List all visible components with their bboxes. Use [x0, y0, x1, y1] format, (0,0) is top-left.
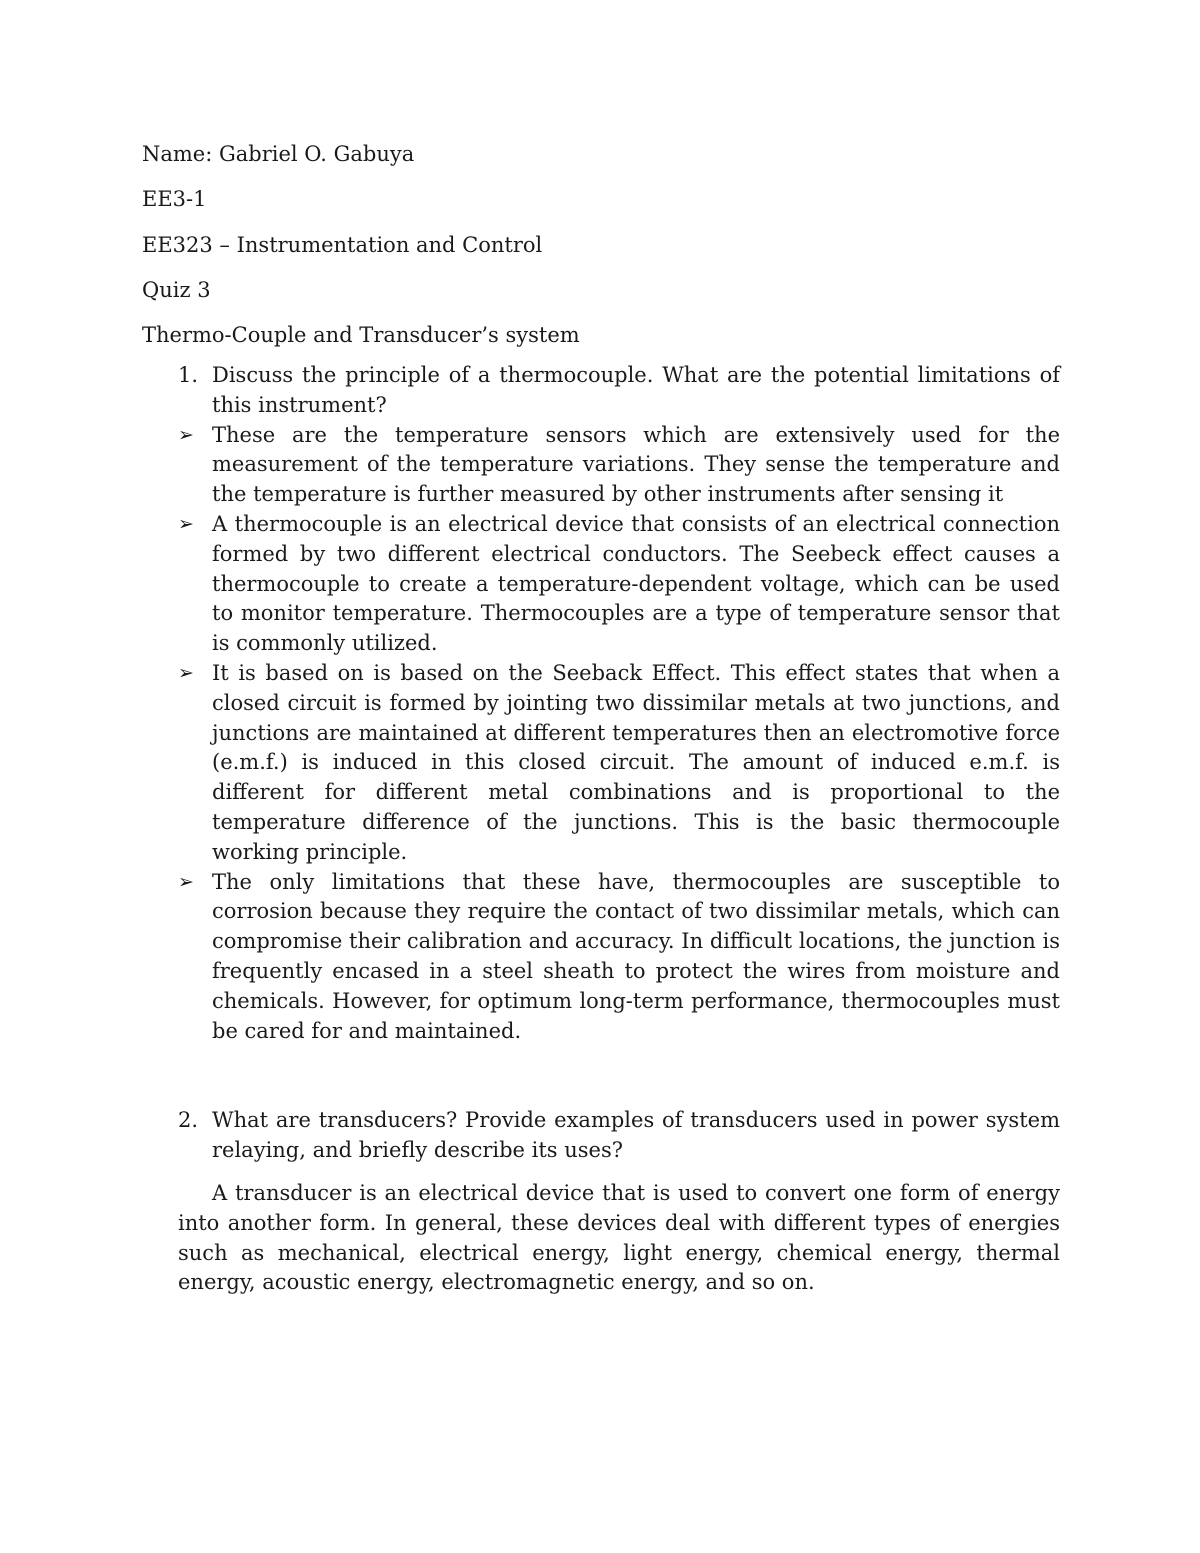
spacer	[142, 1046, 1060, 1106]
course-title: EE323 – Instrumentation and Control	[142, 232, 543, 257]
question-2-text: What are transducers? Provide examples of transducers used in power system relaying, and briefly describe its uses?	[212, 1108, 1060, 1163]
question-1	[142, 361, 1060, 421]
arrow-bullet-icon: ➢	[178, 512, 194, 535]
arrow-bullet-icon: ➢	[178, 423, 194, 446]
question-1-text: Discuss the principle of a thermocouple. What are the potential limitations of this instrument?	[212, 362, 1060, 417]
bullet-text: It is based on is based on the Seeback Effect. This effect states that when a closed circuit is formed by jointing two dissimilar metals at two junctions, and junctions are maintained at different temperatures then an electromotive force (e.m.f.) is induced in this closed circuit. The amount of induced e.m.f. is different for different metal combinations and is proportional to the temperature difference of the junctions. This is the basic thermocouple working principle.	[212, 660, 1060, 864]
bullet-text: A thermocouple is an electrical device that consists of an electrical connection formed by two different electrical conductors. The Seebeck effect causes a thermocouple to create a temperature-dependent voltage, which can be used to monitor temperature. Thermocouples are a type of temperature sensor that is commonly utilized.	[212, 511, 1060, 656]
bullet-item	[142, 868, 1060, 1047]
question-2-number: 2.	[178, 1108, 199, 1133]
bullet-item	[142, 659, 1060, 868]
arrow-bullet-icon: ➢	[178, 661, 194, 684]
quiz-label: Quiz 3	[142, 277, 211, 302]
student-name: Name: Gabriel O. Gabuya	[142, 142, 415, 166]
section-code: EE3-1	[142, 187, 207, 212]
bullet-text: The only limitations that these have, thermocouples are susceptible to corrosion because they require the contact of two dissimilar metals, which can compromise their calibration and accuracy. In difficult locations, the junction is frequently encased in a steel sheath to protect the wires from moisture and chemicals. However, for optimum long-term performance, thermocouples must be cared for and maintained.	[212, 869, 1060, 1043]
document-body	[142, 140, 1060, 1298]
question-2-answer: A transducer is an electrical device that is used to convert one form of energy into another form. In general, these devices deal with different types of energies such as mechanical, electrical energy, light energy, chemical energy, thermal energy, acoustic energy, electromagnetic energy, and so on.	[178, 1180, 1060, 1295]
question-1-number: 1.	[178, 362, 199, 387]
quiz-topic: Thermo-Couple and Transducer’s system	[142, 323, 580, 348]
bullet-item	[142, 510, 1060, 659]
bullet-text: These are the temperature sensors which are extensively used for the measurement of the temperature variations. They sense the temperature and the temperature is further measured by other instruments after sensing it	[212, 422, 1060, 507]
question-2	[142, 1106, 1060, 1166]
bullet-item	[142, 421, 1060, 510]
arrow-bullet-icon: ➢	[178, 870, 194, 893]
